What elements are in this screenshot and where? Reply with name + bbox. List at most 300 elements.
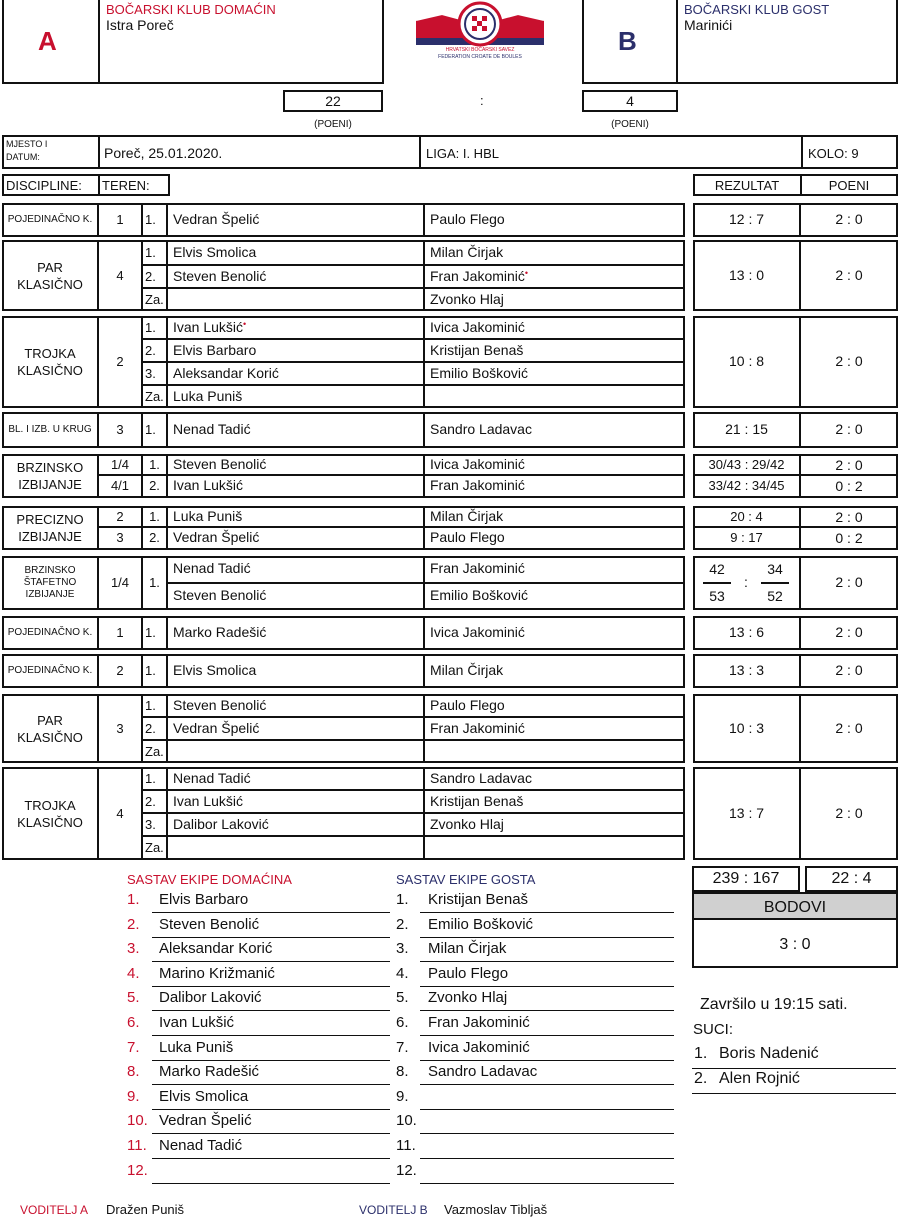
discipline-name: TROJKA KLASIČNO xyxy=(17,346,83,378)
home-player: Vedran Špelić xyxy=(173,529,260,545)
guest-roster-line xyxy=(420,1084,674,1085)
block-points: 2 : 0 xyxy=(835,804,863,821)
home-roster-name: Ivan Lukšić xyxy=(159,1014,235,1031)
column-divider xyxy=(423,694,425,763)
discipline-name: BL. I IZB. U KRUG xyxy=(8,424,92,435)
guest-roster-line xyxy=(420,1035,674,1036)
manager-b-label: VODITELJ B xyxy=(359,1203,428,1217)
guest-player xyxy=(430,244,503,260)
home-player: Steven Benolić xyxy=(173,456,267,472)
row-divider xyxy=(142,739,685,741)
judge-number: 1. xyxy=(694,1045,708,1062)
home-roster-name: Nenad Tadić xyxy=(159,1137,243,1154)
guest-player xyxy=(430,291,504,307)
guest-player xyxy=(430,421,532,437)
row-divider xyxy=(703,582,731,584)
home-roster-number: 3. xyxy=(127,940,140,958)
home-player-name: Elvis Barbaro xyxy=(173,341,257,358)
home-roster-number: 11. xyxy=(127,1137,147,1154)
home-poeni-caption: (POENI) xyxy=(314,119,352,130)
home-player-name: Aleksandar Korić xyxy=(173,364,279,381)
guest-roster-title: SASTAV EKIPE GOSTA xyxy=(396,872,536,887)
guest-club-label: BOČARSKI KLUB GOST xyxy=(684,2,830,17)
column-divider xyxy=(166,203,168,237)
guest-roster-number: 10. xyxy=(396,1112,417,1130)
row-points: 0 : 2 xyxy=(835,530,863,546)
guest-roster-name: Fran Jakominić xyxy=(428,1014,530,1031)
home-player-name: Elvis Smolica xyxy=(173,243,257,260)
row-divider xyxy=(142,338,685,340)
row-points: 2 : 0 xyxy=(835,457,863,473)
home-roster-number: 1. xyxy=(127,891,140,908)
home-player xyxy=(173,624,266,640)
home-player xyxy=(173,268,266,284)
home-player xyxy=(173,770,251,786)
home-roster-line xyxy=(152,1183,390,1184)
field-number: 1/4 xyxy=(110,575,130,590)
row-points: 2 : 0 xyxy=(835,509,863,525)
league: LIGA: I. HBL xyxy=(426,146,499,161)
home-roster-name: Aleksandar Korić xyxy=(159,940,273,958)
row-divider xyxy=(142,835,685,837)
home-roster-line xyxy=(152,1035,390,1036)
home-player-name: Ivan Lukšić xyxy=(173,792,244,809)
home-player xyxy=(173,342,256,358)
home-roster-line xyxy=(152,986,390,987)
logo-caption-2: FEDERATION CROATE DE BOULES xyxy=(438,54,522,60)
player-index: 1. xyxy=(149,575,160,590)
guest-player-name: Kristijan Benaš xyxy=(430,792,524,809)
row-divider xyxy=(693,526,898,528)
home-player-name: Steven Benolić xyxy=(173,267,267,284)
guest-roster-line xyxy=(420,1060,674,1061)
column-divider xyxy=(166,694,168,763)
judge-name: Alen Rojnić xyxy=(719,1070,800,1087)
column-divider xyxy=(423,506,425,550)
guest-poeni-caption: (POENI) xyxy=(611,119,649,130)
manager-b-name: Vazmoslav Tibljaš xyxy=(444,1202,548,1217)
discipline-label xyxy=(4,556,96,610)
block-result: 13 : 7 xyxy=(728,804,765,821)
field-number: 3 xyxy=(116,720,124,736)
block-result: 13 : 6 xyxy=(728,624,765,640)
block-result: 10 : 3 xyxy=(728,719,765,736)
home-roster-name: Elvis Smolica xyxy=(159,1087,249,1105)
home-player xyxy=(173,244,256,260)
discipline-label xyxy=(4,506,96,550)
discipline-name: PRECIZNO IZBIJANJE xyxy=(16,512,84,544)
player-index: Za. xyxy=(145,388,164,404)
field-number: 4/1 xyxy=(110,478,130,493)
guest-player xyxy=(430,211,505,227)
row-divider xyxy=(98,526,685,528)
substitution-mark: • xyxy=(524,267,529,278)
discipline-label xyxy=(4,412,96,448)
discipline-label xyxy=(4,454,96,498)
block-points: 2 : 0 xyxy=(835,353,863,369)
discipline-label xyxy=(4,694,96,763)
player-index: 3. xyxy=(145,816,156,832)
player-index: 2. xyxy=(149,530,160,545)
home-roster-name: Elvis Barbaro xyxy=(159,891,249,908)
judge-name: Boris Nadenić xyxy=(719,1045,819,1062)
column-divider xyxy=(423,616,425,650)
block-points: 2 : 0 xyxy=(835,211,863,227)
manager-a-name: Dražen Puniš xyxy=(106,1202,185,1217)
player-index: 2. xyxy=(145,342,156,358)
guest-roster-line xyxy=(420,937,674,938)
home-roster-line xyxy=(152,1084,390,1085)
home-player xyxy=(173,793,243,809)
column-divider xyxy=(423,454,425,498)
guest-roster-number: 3. xyxy=(396,940,409,958)
row-divider xyxy=(142,361,685,363)
field-number: 1 xyxy=(116,212,124,227)
place-label: MJESTO I DATUM: xyxy=(6,139,48,162)
guest-roster-name: Milan Čirjak xyxy=(428,940,507,958)
points-header-label: POENI xyxy=(828,178,870,193)
row-divider xyxy=(142,716,685,718)
block-points: 2 : 0 xyxy=(835,662,863,678)
guest-roster-name: Kristijan Benaš xyxy=(428,891,529,908)
total-points: 22 : 4 xyxy=(831,870,872,887)
guest-player: Fran Jakominić xyxy=(430,477,525,493)
player-index: 2. xyxy=(145,720,156,736)
row-points: 0 : 2 xyxy=(835,478,863,494)
substitution-mark: • xyxy=(243,318,247,329)
guest-roster-number: 8. xyxy=(396,1063,409,1081)
block-result: 13 : 3 xyxy=(728,662,765,678)
home-roster-number: 6. xyxy=(127,1014,140,1031)
home-roster-line xyxy=(152,912,390,913)
guest-player-name: Milan Čirjak xyxy=(430,243,504,260)
player-index: Za. xyxy=(145,291,164,307)
player-index: 1. xyxy=(145,697,156,713)
guest-player-name: Fran Jakominić xyxy=(430,267,525,284)
guest-roster-number: 6. xyxy=(396,1014,409,1031)
player-index: Za. xyxy=(145,840,164,855)
guest-player xyxy=(430,697,505,713)
guest-roster-name: Ivica Jakominić xyxy=(428,1038,530,1056)
player-index: 1. xyxy=(145,770,156,786)
guest-club-name: Marinići xyxy=(684,17,733,33)
guest-player-name: Zvonko Hlaj xyxy=(430,815,504,832)
discipline-name: PAR KLASIČNO xyxy=(17,259,83,292)
guest-roster-name: Emilio Bošković xyxy=(428,915,534,933)
field-number: 1/4 xyxy=(110,457,130,472)
home-player xyxy=(173,388,242,404)
row-divider xyxy=(693,474,898,476)
home-roster-line xyxy=(152,1010,390,1011)
home-player-name: Dalibor Laković xyxy=(173,815,269,832)
guest-roster-number: 1. xyxy=(396,891,409,908)
federation-logo xyxy=(412,0,548,68)
column-divider xyxy=(423,203,425,237)
home-roster-line xyxy=(152,1158,390,1159)
guest-roster-number: 2. xyxy=(396,915,409,933)
home-player xyxy=(173,662,256,678)
discipline-label xyxy=(4,316,96,408)
row-result: 33/42 : 34/45 xyxy=(708,478,785,493)
player-index: 2. xyxy=(145,793,156,809)
relay-guest-1: 34 xyxy=(767,561,783,577)
player-index: 1. xyxy=(145,212,156,227)
guest-player xyxy=(430,624,525,640)
home-roster-name: Steven Benolić xyxy=(159,915,260,933)
round: KOLO: 9 xyxy=(808,146,859,161)
guest-player xyxy=(430,816,504,832)
guest-player: Fran Jakominić xyxy=(430,560,525,576)
home-roster-number: 7. xyxy=(127,1038,140,1056)
home-player xyxy=(173,421,251,437)
field-number: 4 xyxy=(116,805,124,821)
bodovi-value: 3 : 0 xyxy=(779,936,811,953)
guest-roster-line xyxy=(420,1133,674,1134)
discipline-name: BRZINSKO IZBIJANJE xyxy=(16,460,84,492)
logo-caption-1: HRVATSKI BOČARSKI SAVEZ xyxy=(445,47,515,53)
manager-a-label: VODITELJ A xyxy=(20,1203,89,1217)
relay-guest-2: 52 xyxy=(767,588,783,604)
guest-player: Paulo Flego xyxy=(430,529,505,545)
home-player xyxy=(173,697,266,713)
row-result: 9 : 17 xyxy=(730,530,763,545)
guest-player-name: Emilio Bošković xyxy=(430,364,529,381)
home-roster-title: SASTAV EKIPE DOMAĆINA xyxy=(127,872,292,887)
judge-line xyxy=(692,1093,896,1094)
guest-player-name: Ivica Jakominić xyxy=(430,318,525,335)
home-player-name: Vedran Špelić xyxy=(173,719,260,736)
column-divider xyxy=(166,654,168,688)
discipline-name: BRZINSKO ŠTAFETNO IZBIJANJE xyxy=(23,565,77,600)
home-roster-name: Marko Radešić xyxy=(159,1063,260,1081)
home-player-name: Steven Benolić xyxy=(173,696,267,713)
home-player-name: Nenad Tadić xyxy=(173,421,251,437)
relay-home-2: 53 xyxy=(709,588,725,604)
field-number: 3 xyxy=(116,530,124,545)
home-roster-name: Marino Križmanić xyxy=(159,964,275,982)
player-index: 1. xyxy=(145,319,156,335)
field-number: 2 xyxy=(116,509,124,524)
block-result: 13 : 0 xyxy=(728,266,765,283)
home-roster-number: 2. xyxy=(127,915,140,933)
home-roster-number: 10. xyxy=(127,1112,148,1130)
discipline-label xyxy=(4,240,96,311)
discipline-name: POJEDINAČNO K. xyxy=(7,627,93,638)
row-divider xyxy=(142,287,685,289)
guest-player: Emilio Bošković xyxy=(430,587,529,603)
row-divider xyxy=(142,812,685,814)
block-points: 2 : 0 xyxy=(835,421,863,437)
column-divider xyxy=(166,412,168,448)
guest-roster-line xyxy=(420,986,674,987)
discipline-label xyxy=(4,767,96,860)
player-index: 1. xyxy=(145,244,156,260)
field-number: 4 xyxy=(116,267,124,283)
home-player xyxy=(173,816,269,832)
home-player-name: Nenad Tadić xyxy=(173,769,251,786)
judges-label: SUCI: xyxy=(693,1021,734,1038)
guest-player xyxy=(430,662,503,678)
row-divider xyxy=(167,582,685,584)
guest-roster-number: 4. xyxy=(396,964,409,982)
guest-roster-line xyxy=(420,912,674,913)
block-points: 2 : 0 xyxy=(835,719,863,736)
guest-roster-line xyxy=(420,1183,674,1184)
guest-roster-line xyxy=(420,1109,674,1110)
home-roster-name: Vedran Špelić xyxy=(159,1112,252,1130)
guest-player xyxy=(430,365,528,381)
guest-roster-name: Paulo Flego xyxy=(428,964,509,982)
bodovi-label: BODOVI xyxy=(763,899,827,916)
result-header-label: REZULTAT xyxy=(714,178,780,193)
home-player-name: Ivan Lukšić xyxy=(173,318,244,335)
discipline-header-label: DISCIPLINE: xyxy=(6,178,82,193)
block-points: 2 : 0 xyxy=(835,266,863,283)
guest-player xyxy=(430,342,523,358)
guest-points: 4 xyxy=(626,93,634,109)
guest-player: Ivica Jakominić xyxy=(430,456,525,472)
guest-roster-number: 7. xyxy=(396,1038,409,1056)
row-divider xyxy=(761,582,789,584)
column-divider xyxy=(166,240,168,311)
guest-roster-line xyxy=(420,1010,674,1011)
home-roster-number: 9. xyxy=(127,1087,140,1105)
guest-roster-line xyxy=(420,961,674,962)
block-result: 10 : 8 xyxy=(728,353,765,369)
guest-player xyxy=(430,720,525,736)
guest-letter: B xyxy=(618,26,637,56)
home-player xyxy=(173,365,279,381)
column-divider xyxy=(423,412,425,448)
field-number: 2 xyxy=(116,663,124,678)
guest-player xyxy=(430,319,525,335)
block-points: 2 : 0 xyxy=(835,624,863,640)
guest-player: Milan Čirjak xyxy=(430,508,504,524)
guest-roster-name: Zvonko Hlaj xyxy=(428,989,508,1007)
home-player xyxy=(173,211,259,227)
home-roster-line xyxy=(152,1133,390,1134)
field-header-label: TEREN: xyxy=(102,178,150,193)
block-result: 12 : 7 xyxy=(728,211,765,227)
discipline-name: POJEDINAČNO K. xyxy=(7,214,93,225)
player-index: 1. xyxy=(145,663,156,678)
home-player-name: Vedran Špelić xyxy=(173,211,260,227)
home-player-name: Luka Puniš xyxy=(173,387,243,404)
player-index: 3. xyxy=(145,365,156,381)
guest-roster-number: 12. xyxy=(396,1161,417,1179)
player-index: 1. xyxy=(145,422,156,437)
column-divider xyxy=(166,616,168,650)
player-index: 1. xyxy=(149,457,160,472)
home-letter: A xyxy=(38,26,57,56)
row-divider xyxy=(142,789,685,791)
guest-player-name: Paulo Flego xyxy=(430,211,505,227)
discipline-label xyxy=(4,616,96,650)
guest-player-name: Milan Čirjak xyxy=(430,662,504,678)
discipline-name: TROJKA KLASIČNO xyxy=(17,797,83,830)
home-player-name: Marko Radešić xyxy=(173,624,267,640)
discipline-name: PAR KLASIČNO xyxy=(17,712,83,745)
discipline-label xyxy=(4,203,96,237)
judge-number: 2. xyxy=(694,1070,708,1087)
discipline-label xyxy=(4,654,96,688)
player-index: 2. xyxy=(149,478,160,493)
home-club-label: BOČARSKI KLUB DOMAĆIN xyxy=(106,2,276,17)
total-result: 239 : 167 xyxy=(712,870,780,887)
finish-time: Završilo u 19:15 sati. xyxy=(700,996,848,1013)
home-roster-line xyxy=(152,1060,390,1061)
guest-player xyxy=(430,268,528,284)
home-player: Steven Benolić xyxy=(173,587,267,603)
relay-separator: : xyxy=(744,574,748,590)
home-roster-number: 8. xyxy=(127,1063,140,1081)
home-player xyxy=(173,319,246,335)
discipline-name: POJEDINAČNO K. xyxy=(7,665,93,676)
guest-player-name: Sandro Ladavac xyxy=(430,421,532,437)
home-roster-name: Dalibor Laković xyxy=(159,989,262,1007)
guest-player-name: Paulo Flego xyxy=(430,696,505,713)
home-roster-number: 5. xyxy=(127,989,140,1007)
field-number: 1 xyxy=(116,625,124,640)
guest-player xyxy=(430,770,532,786)
home-roster-name: Luka Puniš xyxy=(159,1038,234,1056)
relay-home-1: 42 xyxy=(709,561,725,577)
block-result: 21 : 15 xyxy=(725,421,768,437)
home-roster-line xyxy=(152,1109,390,1110)
home-roster-line xyxy=(152,937,390,938)
column-divider xyxy=(423,654,425,688)
points-colon: : xyxy=(480,93,484,108)
guest-roster-number: 11. xyxy=(396,1137,416,1154)
guest-player xyxy=(430,793,523,809)
player-index: 1. xyxy=(145,625,156,640)
guest-player-name: Zvonko Hlaj xyxy=(430,290,504,307)
home-player: Luka Puniš xyxy=(173,508,243,524)
place-value: Poreč, 25.01.2020. xyxy=(104,145,223,161)
guest-roster-line xyxy=(420,1158,674,1159)
row-divider xyxy=(142,264,685,266)
home-player xyxy=(173,720,259,736)
guest-player-name: Sandro Ladavac xyxy=(430,769,532,786)
home-roster-number: 4. xyxy=(127,964,140,982)
guest-roster-number: 5. xyxy=(396,989,409,1007)
column-divider xyxy=(423,240,425,311)
player-index: 1. xyxy=(149,509,160,524)
guest-player-name: Kristijan Benaš xyxy=(430,341,524,358)
home-player-name: Elvis Smolica xyxy=(173,662,257,678)
player-index: 2. xyxy=(145,268,156,284)
home-points: 22 xyxy=(325,93,341,109)
home-player: Ivan Lukšić xyxy=(173,477,244,493)
block-points: 2 : 0 xyxy=(835,574,863,590)
player-index: Za. xyxy=(145,743,164,759)
guest-roster-number: 9. xyxy=(396,1087,409,1105)
home-roster-number: 12. xyxy=(127,1161,148,1179)
row-result: 30/43 : 29/42 xyxy=(708,457,785,472)
home-club-name: Istra Poreč xyxy=(106,17,174,33)
home-roster-line xyxy=(152,961,390,962)
home-player: Nenad Tadić xyxy=(173,560,251,576)
row-divider xyxy=(142,384,685,386)
field-number: 3 xyxy=(116,422,124,437)
row-result: 20 : 4 xyxy=(730,509,763,524)
guest-player-name: Ivica Jakominić xyxy=(430,624,525,640)
row-divider xyxy=(98,474,685,476)
judge-line xyxy=(692,1068,896,1069)
guest-roster-name: Sandro Ladavac xyxy=(428,1063,538,1081)
field-number: 2 xyxy=(116,354,124,369)
guest-player-name: Fran Jakominić xyxy=(430,719,525,736)
